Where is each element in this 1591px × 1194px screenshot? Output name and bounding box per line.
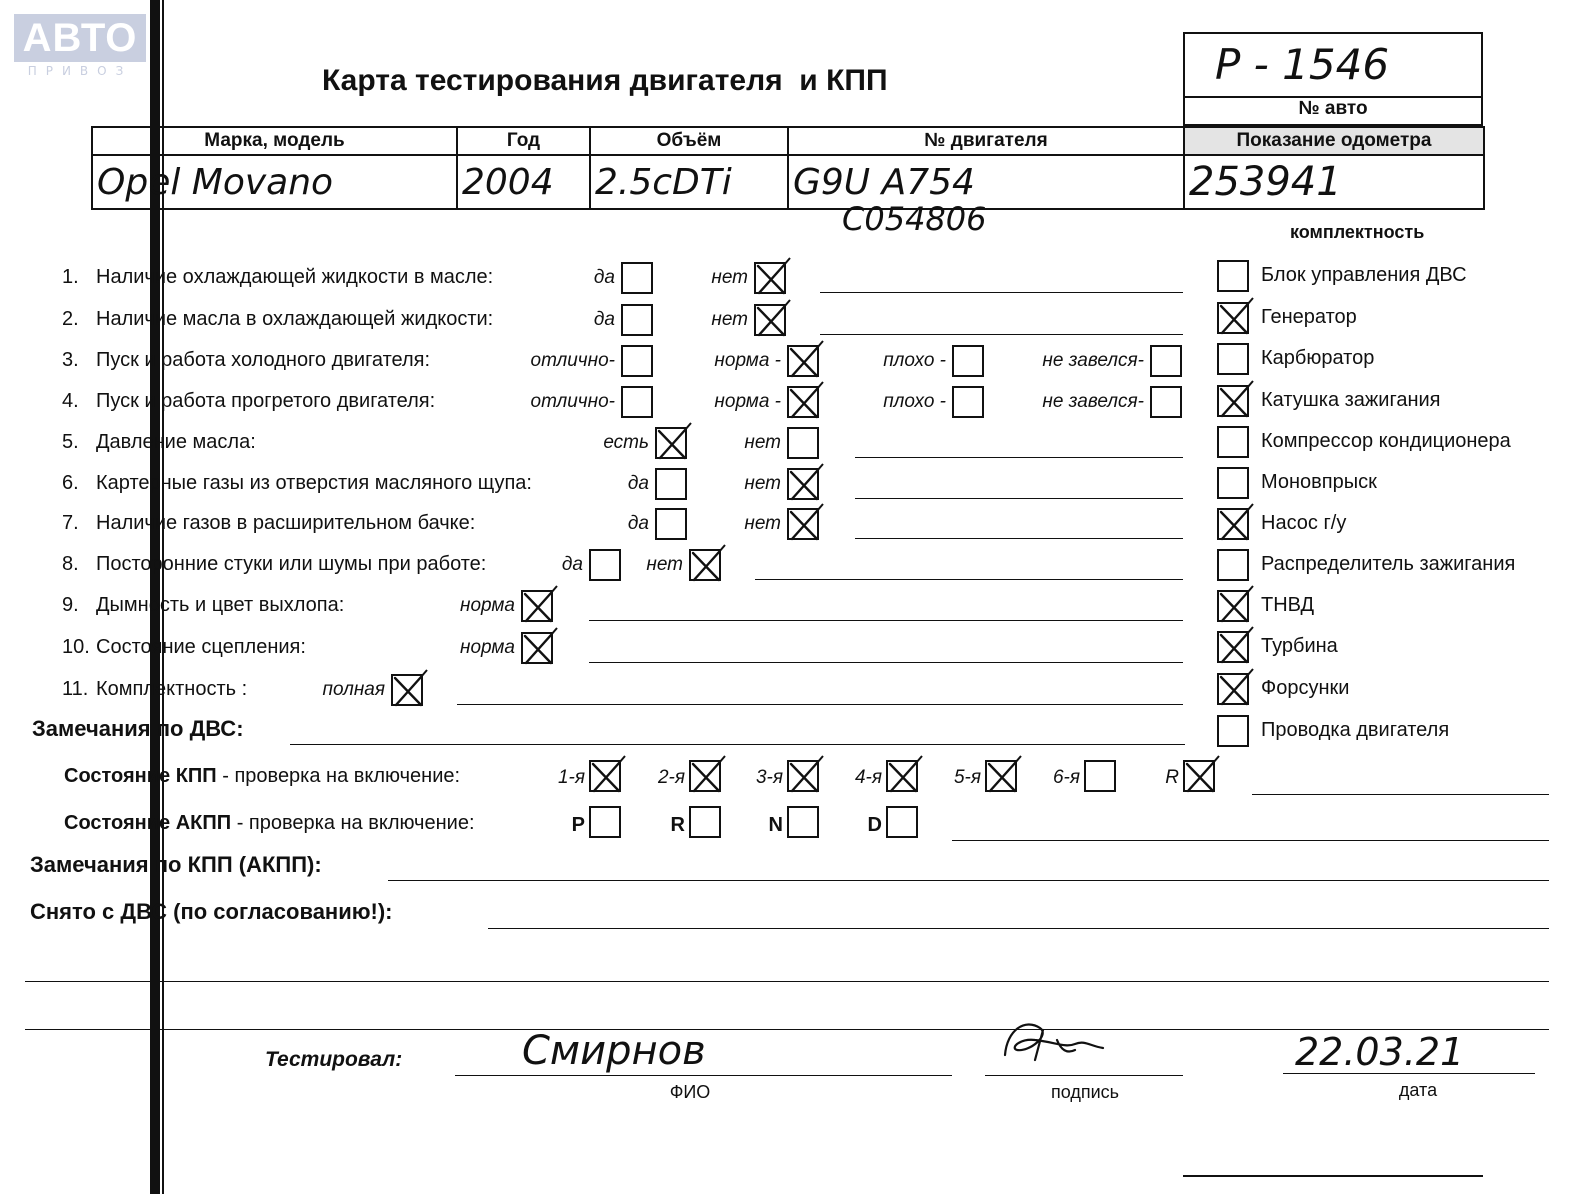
option-label: да [593, 309, 615, 330]
check-notes-line[interactable] [457, 704, 1183, 705]
year-value: 2004 [457, 155, 590, 209]
check-label: Пуск и работа прогретого двигателя: [96, 390, 436, 412]
gear-label: 2-я [657, 767, 685, 788]
gear-label: R [1165, 767, 1179, 788]
mode-label: N [768, 814, 783, 836]
completeness-checkbox[interactable] [1217, 260, 1249, 292]
name-line[interactable] [455, 1075, 952, 1076]
completeness-item-label: Моновпрыск [1261, 471, 1377, 493]
completeness-checkbox[interactable] [1217, 590, 1249, 622]
logo-main-text: АВТО [14, 14, 146, 62]
check-label: Картерные газы из отверстия масляного щупа: [96, 472, 532, 494]
option-label: отлично- [530, 391, 615, 412]
tester-name-value: Смирнов [522, 1028, 706, 1074]
option-label: норма [460, 637, 515, 658]
check-notes-line[interactable] [855, 457, 1183, 458]
gear-label: 3-я [755, 767, 783, 788]
kpp-notes-line[interactable] [1252, 794, 1549, 795]
check-notes-line[interactable] [755, 579, 1183, 580]
auto-number-value: P - 1546 [1215, 40, 1390, 89]
check-label: Посторонние стуки или шумы при работе: [96, 553, 487, 575]
option-label: нет [744, 513, 781, 534]
check-notes-line[interactable] [589, 620, 1183, 621]
akpp-label: Состояние АКПП - проверка на включение: [64, 812, 475, 834]
check-7-option-checkbox[interactable] [655, 508, 687, 540]
engine-no-value: G9U A754 [788, 155, 1184, 209]
check-4-option-checkbox[interactable] [787, 386, 819, 418]
car-info-table [91, 126, 1485, 210]
check-3-option-checkbox[interactable] [952, 345, 984, 377]
completeness-item-label: Карбюратор [1261, 347, 1375, 369]
col-header-engine-no: № двигателя [788, 127, 1184, 155]
option-label: да [593, 267, 615, 288]
completeness-checkbox[interactable] [1217, 508, 1249, 540]
col-header-odometer: Показание одометра [1184, 127, 1484, 155]
check-3-option-checkbox[interactable] [787, 345, 819, 377]
check-number: 3. [62, 349, 79, 371]
mode-label: P [571, 814, 585, 836]
option-label: есть [603, 432, 649, 453]
option-label: да [561, 554, 583, 575]
mode-label: R [670, 814, 685, 836]
check-4-option-checkbox[interactable] [621, 386, 653, 418]
tested-by-label: Тестировал: [265, 1048, 403, 1071]
akpp-notes-line[interactable] [952, 840, 1549, 841]
completeness-checkbox[interactable] [1217, 302, 1249, 334]
gear-label: 4-я [854, 767, 882, 788]
col-header-volume: Объём [590, 127, 788, 155]
check-notes-line[interactable] [589, 662, 1183, 663]
check-label: Состояние сцепления: [96, 636, 306, 658]
check-number: 9. [62, 594, 79, 616]
option-label: не завелся- [1042, 391, 1144, 412]
col-header-year: Год [457, 127, 590, 155]
check-1-option-checkbox[interactable] [621, 262, 653, 294]
check-label: Наличие масла в охлаждающей жидкости: [96, 308, 494, 330]
logo-sub-text: ПРИВОЗ [27, 64, 133, 78]
gear-checkbox[interactable] [787, 760, 819, 792]
gear-checkbox[interactable] [589, 760, 621, 792]
check-number: 7. [62, 512, 79, 534]
check-number: 8. [62, 553, 79, 575]
check-8-option-checkbox[interactable] [689, 549, 721, 581]
check-number: 4. [62, 390, 79, 412]
col-header-model: Марка, модель [92, 127, 457, 155]
check-5-option-checkbox[interactable] [655, 427, 687, 459]
gear-checkbox[interactable] [985, 760, 1017, 792]
check-2-option-checkbox[interactable] [754, 304, 786, 336]
check-3-option-checkbox[interactable] [621, 345, 653, 377]
check-notes-line[interactable] [820, 334, 1183, 335]
bottom-edge-line [1183, 1175, 1483, 1177]
option-label: нет [744, 473, 781, 494]
option-label: да [627, 473, 649, 494]
avtoprivoz-logo [14, 14, 146, 80]
completeness-item-label: Блок управления ДВС [1261, 264, 1467, 286]
handwritten-signature [995, 1010, 1115, 1070]
date-caption: дата [1398, 1080, 1438, 1100]
mode-checkbox[interactable] [886, 806, 918, 838]
mode-checkbox[interactable] [689, 806, 721, 838]
check-7-option-checkbox[interactable] [787, 508, 819, 540]
gear-checkbox[interactable] [689, 760, 721, 792]
check-6-option-checkbox[interactable] [655, 468, 687, 500]
check-notes-line[interactable] [855, 498, 1183, 499]
completeness-item-label: Катушка зажигания [1261, 389, 1441, 411]
check-label: Наличие газов в расширительном бачке: [96, 512, 476, 534]
check-number: 2. [62, 308, 79, 330]
check-number: 1. [62, 266, 79, 288]
option-label: да [627, 513, 649, 534]
gear-label: 6-я [1052, 767, 1080, 788]
engine-no-line2: C054806 [842, 200, 987, 238]
option-label: нет [711, 267, 748, 288]
option-label: отлично- [530, 350, 615, 371]
removed-line[interactable] [488, 928, 1549, 929]
ice-remarks-label: Замечания по ДВС: [32, 716, 244, 741]
option-label: норма - [714, 391, 781, 412]
completeness-checkbox[interactable] [1217, 426, 1249, 458]
completeness-title: комплектность [1290, 222, 1425, 242]
check-number: 5. [62, 431, 79, 453]
ice-remarks-line[interactable] [290, 744, 1185, 745]
check-notes-line[interactable] [855, 538, 1183, 539]
date-value: 22.03.21 [1295, 1030, 1465, 1074]
completeness-item-label: Проводка двигателя [1261, 719, 1450, 741]
option-label: плохо - [883, 391, 946, 412]
check-4-option-checkbox[interactable] [1150, 386, 1182, 418]
check-label: Дымность и цвет выхлопа: [96, 594, 345, 616]
signature-caption: подпись [1050, 1082, 1120, 1102]
option-label: нет [646, 554, 683, 575]
completeness-item-label: Компрессор кондиционера [1261, 430, 1511, 452]
kpp-label: Состояние КПП - проверка на включение: [64, 765, 461, 787]
check-label: Комплектность : [96, 678, 248, 700]
completeness-checkbox[interactable] [1217, 715, 1249, 747]
kpp-remarks-line[interactable] [388, 880, 1549, 881]
check-number: 6. [62, 472, 79, 494]
blank-line-1[interactable] [25, 981, 1549, 982]
option-label: не завелся- [1042, 350, 1144, 371]
check-5-option-checkbox[interactable] [787, 427, 819, 459]
check-8-option-checkbox[interactable] [589, 549, 621, 581]
auto-number-box [1183, 32, 1483, 126]
check-label: Пуск и работа холодного двигателя: [96, 349, 431, 371]
completeness-checkbox[interactable] [1217, 343, 1249, 375]
completeness-item-label: Насос г/у [1261, 512, 1347, 534]
signature-line[interactable] [985, 1075, 1183, 1076]
date-line[interactable] [1283, 1073, 1535, 1074]
completeness-checkbox[interactable] [1217, 631, 1249, 663]
completeness-item-label: Турбина [1261, 635, 1338, 657]
check-2-option-checkbox[interactable] [621, 304, 653, 336]
gear-label: 5-я [953, 767, 981, 788]
kpp-remarks-label: Замечания по КПП (АКПП): [30, 852, 322, 877]
completeness-checkbox[interactable] [1217, 673, 1249, 705]
name-caption: ФИО [669, 1082, 711, 1102]
odometer-value: 253941 [1184, 155, 1484, 209]
completeness-item-label: Распределитель зажигания [1261, 553, 1516, 575]
option-label: норма [460, 595, 515, 616]
completeness-item-label: Генератор [1261, 306, 1357, 328]
mode-checkbox[interactable] [787, 806, 819, 838]
check-4-option-checkbox[interactable] [952, 386, 984, 418]
mode-checkbox[interactable] [589, 806, 621, 838]
completeness-checkbox[interactable] [1217, 549, 1249, 581]
removed-label: Снято с ДВС (по согласованию!): [30, 899, 393, 924]
check-10-option-checkbox[interactable] [521, 632, 553, 664]
check-9-option-checkbox[interactable] [521, 590, 553, 622]
gear-label: 1-я [557, 767, 585, 788]
auto-number-label: № авто [1298, 98, 1368, 119]
check-label: Давление масла: [96, 431, 256, 453]
completeness-checkbox[interactable] [1217, 385, 1249, 417]
model-value: Opel Movano [92, 155, 457, 209]
completeness-checkbox[interactable] [1217, 467, 1249, 499]
check-number: 11. [62, 678, 89, 700]
option-label: нет [744, 432, 781, 453]
check-1-option-checkbox[interactable] [754, 262, 786, 294]
check-number: 10. [62, 636, 90, 658]
check-6-option-checkbox[interactable] [787, 468, 819, 500]
gear-checkbox[interactable] [1183, 760, 1215, 792]
completeness-item-label: Форсунки [1261, 677, 1350, 699]
check-11-option-checkbox[interactable] [391, 674, 423, 706]
check-notes-line[interactable] [820, 292, 1183, 293]
option-label: нет [711, 309, 748, 330]
gear-checkbox[interactable] [1084, 760, 1116, 792]
option-label: плохо - [883, 350, 946, 371]
page-title: Карта тестирования двигателя и КПП [322, 64, 888, 97]
mode-label: D [867, 814, 882, 836]
check-3-option-checkbox[interactable] [1150, 345, 1182, 377]
option-label: норма - [714, 350, 781, 371]
completeness-item-label: ТНВД [1261, 594, 1315, 616]
gear-checkbox[interactable] [886, 760, 918, 792]
check-label: Наличие охлаждающей жидкости в масле: [96, 266, 494, 288]
option-label: полная [322, 679, 385, 700]
volume-value: 2.5cDTi [590, 155, 788, 209]
